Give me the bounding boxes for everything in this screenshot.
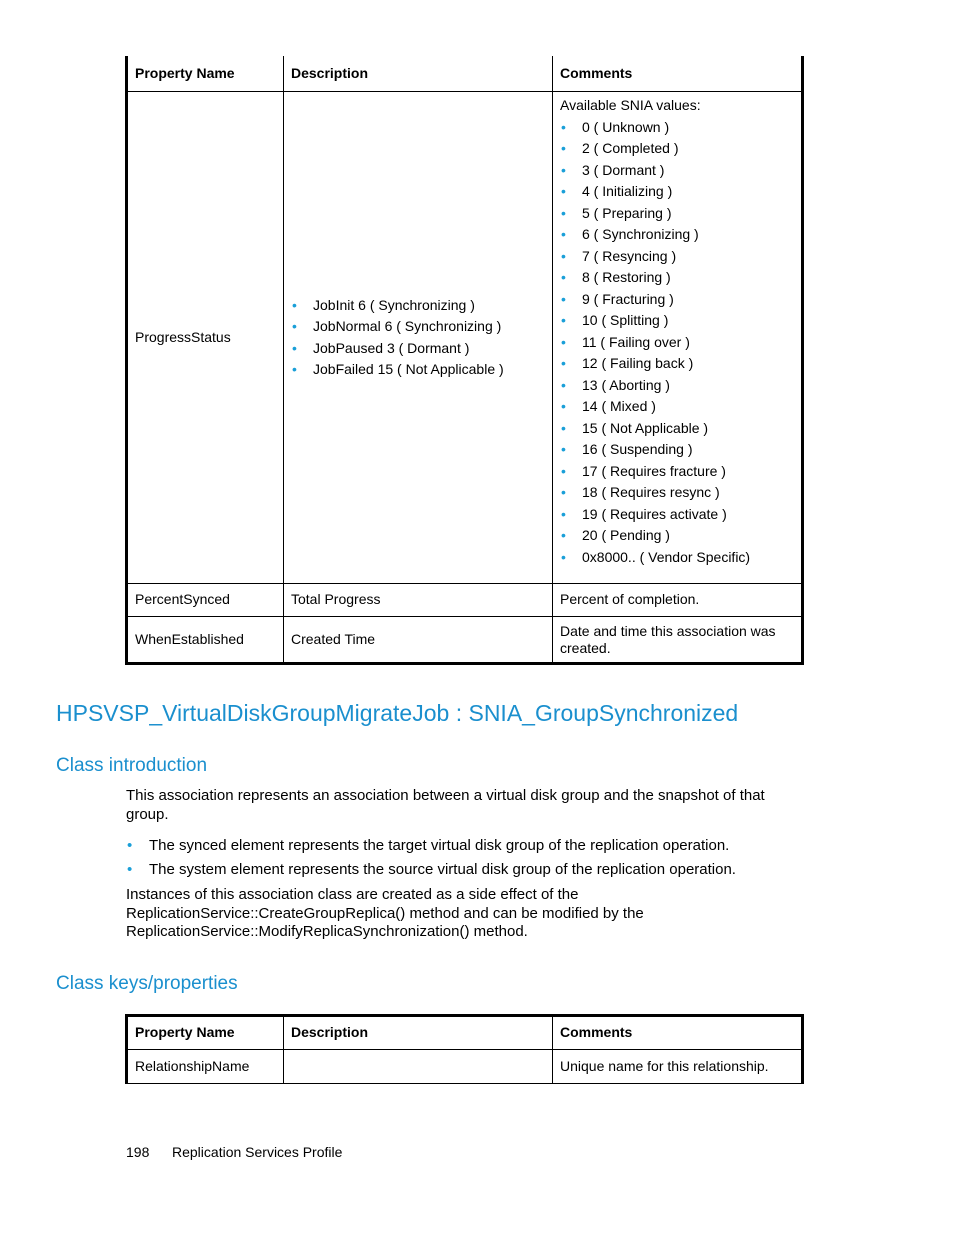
- table-row: [127, 584, 803, 617]
- list-item: • 15 ( Not Applicable ): [560, 418, 794, 440]
- header-comments: Comments: [553, 56, 803, 92]
- list-item: • 14 ( Mixed ): [560, 396, 794, 418]
- table-row: [127, 1050, 803, 1084]
- header-description: Description: [284, 1016, 553, 1050]
- paragraph-line: ReplicationService::ModifyReplicaSynchronization() method.: [126, 923, 528, 940]
- list-item: • 20 ( Pending ): [560, 525, 794, 547]
- description-cell: Created Time: [284, 617, 553, 664]
- bullet-icon: •: [292, 361, 297, 377]
- list-item: • The system element represents the source virtual disk group of the replication operation.: [126, 858, 786, 882]
- list-item: • 8 ( Restoring ): [560, 267, 794, 289]
- progress-properties-table: [125, 56, 804, 665]
- bullet-icon: •: [561, 226, 566, 242]
- list-item: • 18 ( Requires resync ): [560, 482, 794, 504]
- list-item: • 2 ( Completed ): [560, 138, 794, 160]
- header-description: Description: [284, 56, 553, 92]
- description-cell: [284, 92, 553, 584]
- bullet-icon: •: [561, 527, 566, 543]
- list-item: • 17 ( Requires fracture ): [560, 461, 794, 483]
- comments-intro: Available SNIA values:: [560, 97, 701, 113]
- property-name-cell: RelationshipName: [127, 1050, 284, 1084]
- bullet-icon: •: [292, 339, 297, 356]
- property-name-cell: PercentSynced: [127, 584, 284, 617]
- list-item: • JobFailed 15 ( Not Applicable ): [291, 359, 545, 381]
- list-item: • 7 ( Resyncing ): [560, 246, 794, 268]
- table-row: [127, 92, 803, 584]
- bullet-icon: •: [561, 204, 566, 221]
- list-item: • 13 ( Aborting ): [560, 375, 794, 397]
- bullet-icon: •: [561, 505, 566, 522]
- bullet-icon: •: [127, 861, 133, 878]
- table-header-row: [127, 56, 803, 92]
- bullet-icon: •: [561, 290, 566, 307]
- class-keys-heading: Class keys/properties: [56, 973, 238, 994]
- bullet-icon: •: [561, 269, 566, 285]
- bullet-icon: •: [561, 441, 566, 457]
- class-introduction-heading: Class introduction: [56, 755, 208, 776]
- bullet-icon: •: [561, 355, 566, 371]
- description-cell: Total Progress: [284, 584, 553, 617]
- list-item: • 16 ( Suspending ): [560, 439, 794, 461]
- bullet-icon: •: [561, 247, 566, 264]
- table-header-row: [127, 1016, 803, 1050]
- bullet-icon: •: [561, 462, 566, 479]
- list-item: • 19 ( Requires activate ): [560, 504, 794, 526]
- bullet-icon: •: [561, 183, 566, 199]
- element-bullet-list: [126, 834, 786, 882]
- bullet-icon: •: [561, 419, 566, 436]
- list-item: • JobNormal 6 ( Synchronizing ): [291, 316, 545, 338]
- bullet-icon: •: [561, 484, 566, 500]
- footer-title: Replication Services Profile: [172, 1144, 343, 1160]
- paragraph-line: Instances of this association class are created as a side effect of the: [126, 886, 579, 903]
- list-item: • 0x8000.. ( Vendor Specific): [560, 547, 794, 569]
- list-item: • 9 ( Fracturing ): [560, 289, 794, 311]
- section-title: HPSVSP_VirtualDiskGroupMigrateJob : SNIA_GroupSynchronized: [56, 700, 739, 726]
- list-item: • 4 ( Initializing ): [560, 181, 794, 203]
- list-item: • JobInit 6 ( Synchronizing ): [291, 295, 545, 317]
- bullet-icon: •: [127, 837, 133, 854]
- page-number: 198: [126, 1144, 150, 1160]
- list-item: • The synced element represents the target virtual disk group of the replication operation.: [126, 834, 786, 858]
- comments-cell: Date and time this association was created.: [553, 617, 803, 664]
- list-item: • 3 ( Dormant ): [560, 160, 794, 182]
- snia-values-list: [560, 117, 794, 569]
- bullet-icon: •: [292, 318, 297, 334]
- paragraph-line: ReplicationService::CreateGroupReplica() method and can be modified by the: [126, 904, 644, 922]
- bullet-icon: •: [561, 312, 566, 328]
- bullet-icon: •: [561, 161, 566, 178]
- intro-paragraph: This association represents an association between a virtual disk group and the snapshot of that group.: [126, 787, 765, 823]
- property-name-cell: WhenEstablished: [127, 617, 284, 664]
- comments-cell: Percent of completion.: [553, 584, 803, 617]
- property-name-cell: ProgressStatus: [127, 92, 284, 584]
- list-item: • 10 ( Splitting ): [560, 310, 794, 332]
- bullet-icon: •: [561, 548, 566, 565]
- class-keys-table: [125, 1014, 804, 1084]
- bullet-icon: •: [561, 333, 566, 350]
- list-item: • 11 ( Failing over ): [560, 332, 794, 354]
- header-property-name: Property Name: [127, 1016, 284, 1050]
- list-item: • 0 ( Unknown ): [560, 117, 794, 139]
- comments-cell: Unique name for this relationship.: [553, 1050, 803, 1084]
- bullet-icon: •: [561, 398, 566, 414]
- bullet-icon: •: [561, 140, 566, 156]
- header-property-name: Property Name: [127, 56, 284, 92]
- list-item: • 5 ( Preparing ): [560, 203, 794, 225]
- comments-cell: [553, 92, 803, 584]
- header-comments: Comments: [553, 1016, 803, 1050]
- bullet-icon: •: [561, 376, 566, 393]
- page-footer: [126, 1144, 342, 1160]
- table-row: [127, 617, 803, 664]
- bullet-icon: •: [292, 296, 297, 313]
- description-cell: [284, 1050, 553, 1084]
- bullet-icon: •: [561, 118, 566, 135]
- list-item: • JobPaused 3 ( Dormant ): [291, 338, 545, 360]
- instances-paragraph: [126, 886, 786, 942]
- description-list: [291, 295, 545, 381]
- list-item: • 6 ( Synchronizing ): [560, 224, 794, 246]
- list-item: • 12 ( Failing back ): [560, 353, 794, 375]
